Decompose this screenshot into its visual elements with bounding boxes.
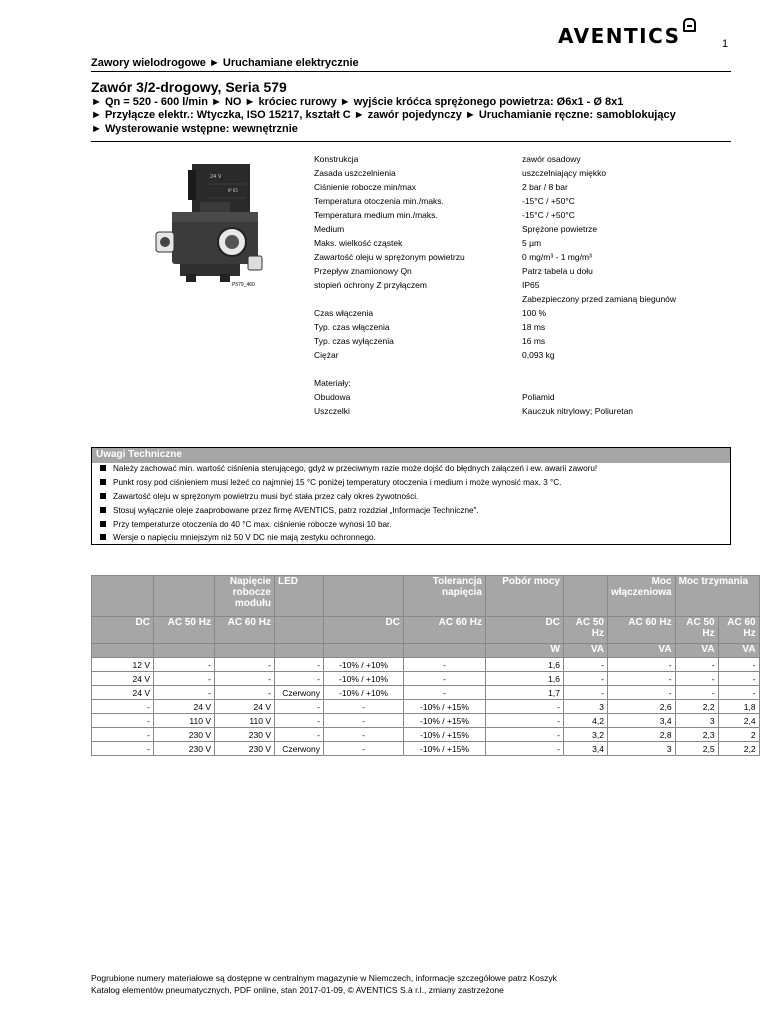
table-row bbox=[92, 742, 760, 756]
table-cell: 230 V bbox=[154, 728, 215, 742]
bullet-square-icon bbox=[100, 534, 106, 540]
table-cell: - bbox=[486, 728, 564, 742]
header-cell bbox=[275, 617, 324, 644]
table-cell: -10% / +10% bbox=[324, 686, 404, 700]
table-cell: 1,7 bbox=[486, 686, 564, 700]
spec-value: Zabezpieczony przed zamianą biegunów bbox=[522, 294, 677, 304]
table-cell: - bbox=[215, 672, 275, 686]
spec-value: 5 µm bbox=[522, 238, 542, 248]
table-row bbox=[92, 714, 760, 728]
header-divider bbox=[91, 71, 731, 72]
spec-row bbox=[314, 266, 734, 280]
header-cell bbox=[154, 576, 215, 617]
spec-label: Uszczelki bbox=[314, 406, 350, 416]
bullet-square-icon bbox=[100, 479, 106, 485]
subtitle-line-1: ► Qn = 520 - 600 l/min ► NO ► króciec rurowy ► wyjście króćca sprężonego powietrza: Ø6x1 - Ø 8x1 bbox=[91, 96, 624, 108]
table-header-row-3 bbox=[92, 644, 760, 658]
table-cell: - bbox=[154, 658, 215, 672]
table-cell: - bbox=[564, 658, 608, 672]
footer-note: Pogrubione numery materiałowe są dostępne w centralnym magazynie w Niemczech, informacje szczegółowe patrz Koszyk bbox=[91, 973, 557, 983]
title-divider bbox=[91, 141, 731, 142]
spec-value: IP65 bbox=[522, 280, 540, 290]
table-cell: 2,2 bbox=[675, 700, 718, 714]
table-cell: - bbox=[608, 686, 676, 700]
table-cell: 230 V bbox=[215, 728, 275, 742]
spec-value: uszczelniający miękko bbox=[522, 168, 607, 178]
table-cell: 12 V bbox=[92, 658, 154, 672]
page-title: Zawór 3/2-drogowy, Seria 579 bbox=[91, 79, 287, 95]
spec-value: Patrz tabela u dołu bbox=[522, 266, 593, 276]
spec-value: 100 % bbox=[522, 308, 547, 318]
table-cell: - bbox=[154, 686, 215, 700]
table-header-row-1 bbox=[92, 576, 760, 617]
table-cell: 2,3 bbox=[675, 728, 718, 742]
table-cell: 2,4 bbox=[718, 714, 759, 728]
spec-row bbox=[314, 350, 734, 364]
product-photo bbox=[150, 156, 266, 286]
table-row bbox=[92, 700, 760, 714]
spec-row bbox=[314, 168, 734, 182]
table-cell: -10% / +15% bbox=[404, 728, 486, 742]
table-cell: - bbox=[675, 672, 718, 686]
breadcrumb: Zawory wielodrogowe ► Uruchamiane elektrycznie bbox=[91, 57, 359, 69]
table-cell: - bbox=[608, 658, 676, 672]
spec-value: 2 bar / 8 bar bbox=[522, 182, 568, 192]
table-cell: -10% / +15% bbox=[404, 714, 486, 728]
header-cell bbox=[564, 576, 608, 617]
note-item bbox=[100, 520, 392, 529]
table-cell: 1,6 bbox=[486, 672, 564, 686]
brand-name: AVENTICS bbox=[558, 24, 681, 48]
header-cell: AC 50 Hz bbox=[675, 617, 718, 644]
spec-label: Typ. czas włączenia bbox=[314, 322, 390, 332]
table-cell: - bbox=[215, 686, 275, 700]
footer-catalog-info: Katalog elementów pneumatycznych, PDF online, stan 2017-01-09, © AVENTICS S.à r.l., zmiany zastrzeżone bbox=[91, 985, 504, 995]
table-cell: - bbox=[404, 658, 486, 672]
table-cell: 24 V bbox=[92, 672, 154, 686]
table-cell: - bbox=[675, 686, 718, 700]
table-cell: - bbox=[486, 742, 564, 756]
header-cell: VA bbox=[718, 644, 759, 658]
voltage-power-table bbox=[91, 575, 760, 756]
table-cell: 2 bbox=[718, 728, 759, 742]
spec-value: -15°C / +50°C bbox=[522, 196, 575, 206]
table-cell: - bbox=[324, 728, 404, 742]
spec-row bbox=[314, 154, 734, 168]
header-cell: Tolerancja napięcia bbox=[404, 576, 486, 617]
spec-value: 0,093 kg bbox=[522, 350, 555, 360]
header-cell bbox=[92, 644, 154, 658]
materials-heading: Materiały: bbox=[314, 378, 351, 388]
header-cell: W bbox=[486, 644, 564, 658]
header-cell bbox=[92, 576, 154, 617]
table-cell: - bbox=[404, 686, 486, 700]
header-cell: VA bbox=[608, 644, 676, 658]
table-cell: - bbox=[215, 658, 275, 672]
table-cell: 3,4 bbox=[564, 742, 608, 756]
spec-label: Zasada uszczelnienia bbox=[314, 168, 396, 178]
header-cell: LED bbox=[275, 576, 324, 617]
spec-label: Typ. czas wyłączenia bbox=[314, 336, 394, 346]
table-cell: - bbox=[275, 672, 324, 686]
spec-label: Medium bbox=[314, 224, 345, 234]
header-cell bbox=[154, 644, 215, 658]
header-cell: Pobór mocy bbox=[486, 576, 564, 617]
table-cell: - bbox=[486, 714, 564, 728]
spec-row bbox=[314, 308, 734, 322]
table-cell: -10% / +15% bbox=[404, 700, 486, 714]
table-cell: - bbox=[92, 714, 154, 728]
table-cell: - bbox=[275, 700, 324, 714]
spec-label: Ciężar bbox=[314, 350, 339, 360]
table-row bbox=[92, 672, 760, 686]
table-cell: 2,2 bbox=[718, 742, 759, 756]
photo-label: P579_460 bbox=[232, 282, 255, 288]
table-cell: -10% / +10% bbox=[324, 658, 404, 672]
spec-label: stopień ochrony Z przyłączem bbox=[314, 280, 427, 290]
table-cell: 3,2 bbox=[564, 728, 608, 742]
table-cell: 230 V bbox=[154, 742, 215, 756]
spec-row bbox=[314, 406, 734, 420]
table-cell: -10% / +15% bbox=[404, 742, 486, 756]
spec-label: Zawartość oleju w sprężonym powietrzu bbox=[314, 252, 465, 262]
header-cell bbox=[324, 576, 404, 617]
bullet-square-icon bbox=[100, 507, 106, 513]
table-cell: 24 V bbox=[154, 700, 215, 714]
spec-value: Poliamid bbox=[522, 392, 555, 402]
table-cell: - bbox=[404, 672, 486, 686]
header-cell: AC 60 Hz bbox=[718, 617, 759, 644]
photo-ip-print: IP 65 bbox=[228, 188, 238, 193]
table-cell: 24 V bbox=[215, 700, 275, 714]
spec-value: 18 ms bbox=[522, 322, 546, 332]
materials-heading-row bbox=[314, 378, 734, 392]
table-cell: - bbox=[564, 672, 608, 686]
note-item bbox=[100, 492, 418, 501]
table-cell: 3 bbox=[675, 714, 718, 728]
header-cell: AC 60 Hz bbox=[404, 617, 486, 644]
table-cell: 2,8 bbox=[608, 728, 676, 742]
spec-label: Konstrukcja bbox=[314, 154, 359, 164]
spec-value: zawór osadowy bbox=[522, 154, 581, 164]
header-cell: AC 60 Hz bbox=[608, 617, 676, 644]
spec-row bbox=[314, 182, 734, 196]
table-cell: - bbox=[675, 658, 718, 672]
table-cell: -10% / +10% bbox=[324, 672, 404, 686]
table-cell: 4,2 bbox=[564, 714, 608, 728]
spec-value: 0 mg/m³ - 1 mg/m³ bbox=[522, 252, 592, 262]
table-cell: 1,8 bbox=[718, 700, 759, 714]
aventics-logo bbox=[558, 24, 696, 48]
spec-label: Przepływ znamionowy Qn bbox=[314, 266, 412, 276]
table-cell: - bbox=[275, 728, 324, 742]
spec-value: 16 ms bbox=[522, 336, 546, 346]
spec-row bbox=[314, 280, 734, 294]
table-cell: 2,5 bbox=[675, 742, 718, 756]
spec-label: Maks. wielkość cząstek bbox=[314, 238, 403, 248]
note-item bbox=[100, 464, 597, 473]
spec-label: Czas włączenia bbox=[314, 308, 374, 318]
table-cell: 3 bbox=[564, 700, 608, 714]
spec-row bbox=[314, 336, 734, 350]
table-cell: 110 V bbox=[215, 714, 275, 728]
table-row bbox=[92, 658, 760, 672]
table-cell: - bbox=[718, 658, 759, 672]
spec-row bbox=[314, 392, 734, 406]
header-cell bbox=[215, 644, 275, 658]
table-header-row-2 bbox=[92, 617, 760, 644]
table-cell: - bbox=[92, 728, 154, 742]
table-cell: - bbox=[608, 672, 676, 686]
table-cell: 110 V bbox=[154, 714, 215, 728]
table-row bbox=[92, 686, 760, 700]
spec-row bbox=[314, 238, 734, 252]
table-cell: 24 V bbox=[92, 686, 154, 700]
table-cell: - bbox=[154, 672, 215, 686]
note-text: Należy zachować min. wartość ciśnienia sterującego, gdyż w przeciwnym razie może dojść do błędnych załączeń i ew. awarii zaworu! bbox=[113, 464, 598, 473]
technical-notes-heading: Uwagi Techniczne bbox=[92, 448, 730, 463]
header-cell: AC 50 Hz bbox=[154, 617, 215, 644]
spec-row bbox=[314, 196, 734, 210]
header-cell: VA bbox=[675, 644, 718, 658]
header-cell: AC 60 Hz bbox=[215, 617, 275, 644]
header-cell: DC bbox=[92, 617, 154, 644]
table-cell: - bbox=[92, 700, 154, 714]
header-cell bbox=[275, 644, 324, 658]
note-text: Wersje o napięciu mniejszym niż 50 V DC nie mają zestyku ochronnego. bbox=[113, 533, 376, 542]
spec-row bbox=[314, 224, 734, 238]
note-text: Stosuj wyłącznie oleje zaaprobowane przez firmę AVENTICS, patrz rozdział „Informacje Techniczne". bbox=[113, 506, 479, 515]
note-text: Przy temperaturze otoczenia do 40 °C max. ciśnienie robocze wynosi 10 bar. bbox=[113, 520, 392, 529]
table-row bbox=[92, 728, 760, 742]
header-cell: DC bbox=[486, 617, 564, 644]
table-cell: 230 V bbox=[215, 742, 275, 756]
table-cell: - bbox=[275, 714, 324, 728]
spec-value: Kauczuk nitrylowy; Poliuretan bbox=[522, 406, 634, 416]
table-cell: - bbox=[92, 742, 154, 756]
table-cell: - bbox=[324, 700, 404, 714]
spec-label: Temperatura medium min./maks. bbox=[314, 210, 438, 220]
spec-row bbox=[314, 322, 734, 336]
note-item bbox=[100, 478, 561, 487]
subtitle-line-3: ► Wysterowanie wstępne: wewnętrznie bbox=[91, 123, 298, 135]
technical-notes-box bbox=[91, 447, 731, 545]
header-cell: AC 50 Hz bbox=[564, 617, 608, 644]
page-number: 1 bbox=[722, 38, 729, 50]
spec-row bbox=[314, 210, 734, 224]
table-cell: - bbox=[324, 742, 404, 756]
spec-row bbox=[314, 294, 734, 308]
header-cell bbox=[324, 644, 404, 658]
bullet-square-icon bbox=[100, 465, 106, 471]
table-cell: - bbox=[324, 714, 404, 728]
table-cell: 3,4 bbox=[608, 714, 676, 728]
header-cell: Moc włączeniowa bbox=[608, 576, 676, 617]
table-cell: - bbox=[486, 700, 564, 714]
note-item bbox=[100, 506, 479, 515]
table-cell: 3 bbox=[608, 742, 676, 756]
table-cell: - bbox=[718, 672, 759, 686]
table-cell: - bbox=[718, 686, 759, 700]
header-cell: VA bbox=[564, 644, 608, 658]
subtitle-line-2: ► Przyłącze elektr.: Wtyczka, ISO 15217, kształt C ► zawór pojedynczy ► Uruchamianie ręczne: samoblokujący bbox=[91, 109, 676, 121]
header-cell: DC bbox=[324, 617, 404, 644]
bullet-square-icon bbox=[100, 521, 106, 527]
logo-mark-icon bbox=[683, 18, 696, 32]
spec-label: Obudowa bbox=[314, 392, 351, 402]
table-cell: Czerwony bbox=[275, 686, 324, 700]
note-text: Zawartość oleju w sprężonym powietrzu musi być stała przez cały okres żywotności. bbox=[113, 492, 419, 501]
spec-label: Temperatura otoczenia min./maks. bbox=[314, 196, 444, 206]
photo-voltage-print: 24 V bbox=[210, 174, 222, 180]
table-cell: Czerwony bbox=[275, 742, 324, 756]
note-item bbox=[100, 533, 376, 542]
spec-value: -15°C / +50°C bbox=[522, 210, 575, 220]
spec-row bbox=[314, 252, 734, 266]
note-text: Punkt rosy pod ciśnieniem musi leżeć co najmniej 15 °C poniżej temperatury otoczenia i medium i może wynosić max. 3 °C. bbox=[113, 478, 562, 487]
spec-value: Sprężone powietrze bbox=[522, 224, 598, 234]
table-cell: 1,6 bbox=[486, 658, 564, 672]
header-cell bbox=[404, 644, 486, 658]
header-cell: Napięcie robocze modułu bbox=[215, 576, 275, 617]
header-cell: Moc trzymania bbox=[675, 576, 759, 617]
table-cell: - bbox=[275, 658, 324, 672]
bullet-square-icon bbox=[100, 493, 106, 499]
table-cell: 2,6 bbox=[608, 700, 676, 714]
spec-label: Ciśnienie robocze min/max bbox=[314, 182, 417, 192]
table-cell: - bbox=[564, 686, 608, 700]
